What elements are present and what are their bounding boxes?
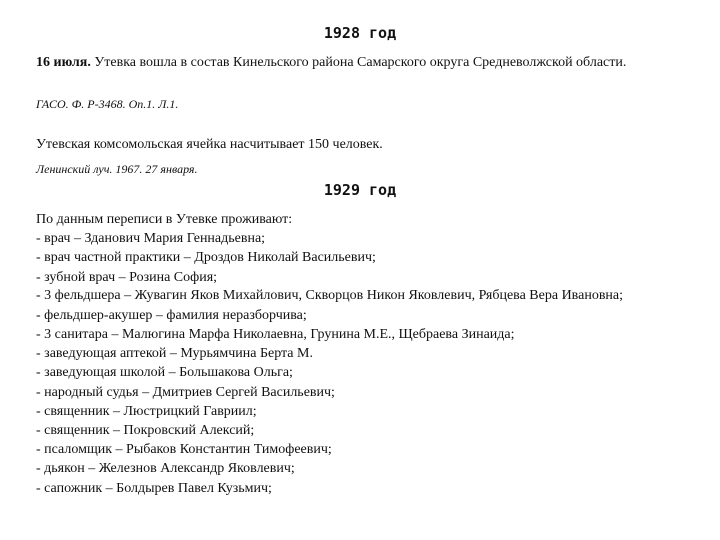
list-item: - фельдшер-акушер – фамилия неразборчива;: [36, 307, 307, 323]
entry-1928-komsomol: Утевская комсомольская ячейка насчитывает 150 человек.: [36, 137, 383, 152]
list-item: - сапожник – Болдырев Павел Кузьмич;: [36, 480, 272, 496]
list-item: - заведующая школой – Большакова Ольга;: [36, 365, 293, 381]
list-item: - зубной врач – Розина София;: [36, 269, 218, 285]
census-intro: По данным переписи в Утевке проживают:: [36, 212, 293, 227]
list-item: - заведующая аптекой – Мурьямчина Берта М.: [36, 346, 313, 362]
list-item: - 3 санитара – Малюгина Марфа Николаевна, Грунина М.Е., Щебраева Зинаида;: [36, 327, 515, 343]
list-item: - священник – Покровский Алексий;: [36, 423, 255, 439]
list-item: - священник – Люстрицкий Гавриил;: [36, 403, 257, 419]
entry-text: Утевка вошла в состав Кинельского района Самарского округа Средневолжской области.: [90, 55, 627, 70]
year-heading-1929: 1929 год: [323, 181, 397, 199]
list-item: - народный судья – Дмитриев Сергей Васильевич;: [36, 384, 335, 400]
year-heading-1928: 1928 год: [323, 24, 397, 42]
entry-1928-july: [36, 54, 668, 71]
list-item: - 3 фельдшера – Жувагин Яков Михайлович, Скворцов Никон Яковлевич, Рябцева Вера Ивановна;: [36, 287, 624, 303]
list-item: - дьякон – Железнов Александр Яковлевич;: [36, 461, 295, 477]
list-item: - псаломщик – Рыбаков Константин Тимофеевич;: [36, 442, 332, 458]
list-item: - врач – Зданович Мария Геннадьевна;: [36, 231, 266, 247]
source-citation-1: ГАСО. Ф. Р-3468. Оп.1. Л.1.: [36, 97, 179, 111]
entry-date: 16 июля.: [36, 55, 91, 70]
source-citation-2: Ленинский луч. 1967. 27 января.: [36, 162, 198, 176]
list-item: - врач частной практики – Дроздов Николай Васильевич;: [36, 250, 376, 266]
census-list: [36, 210, 668, 498]
